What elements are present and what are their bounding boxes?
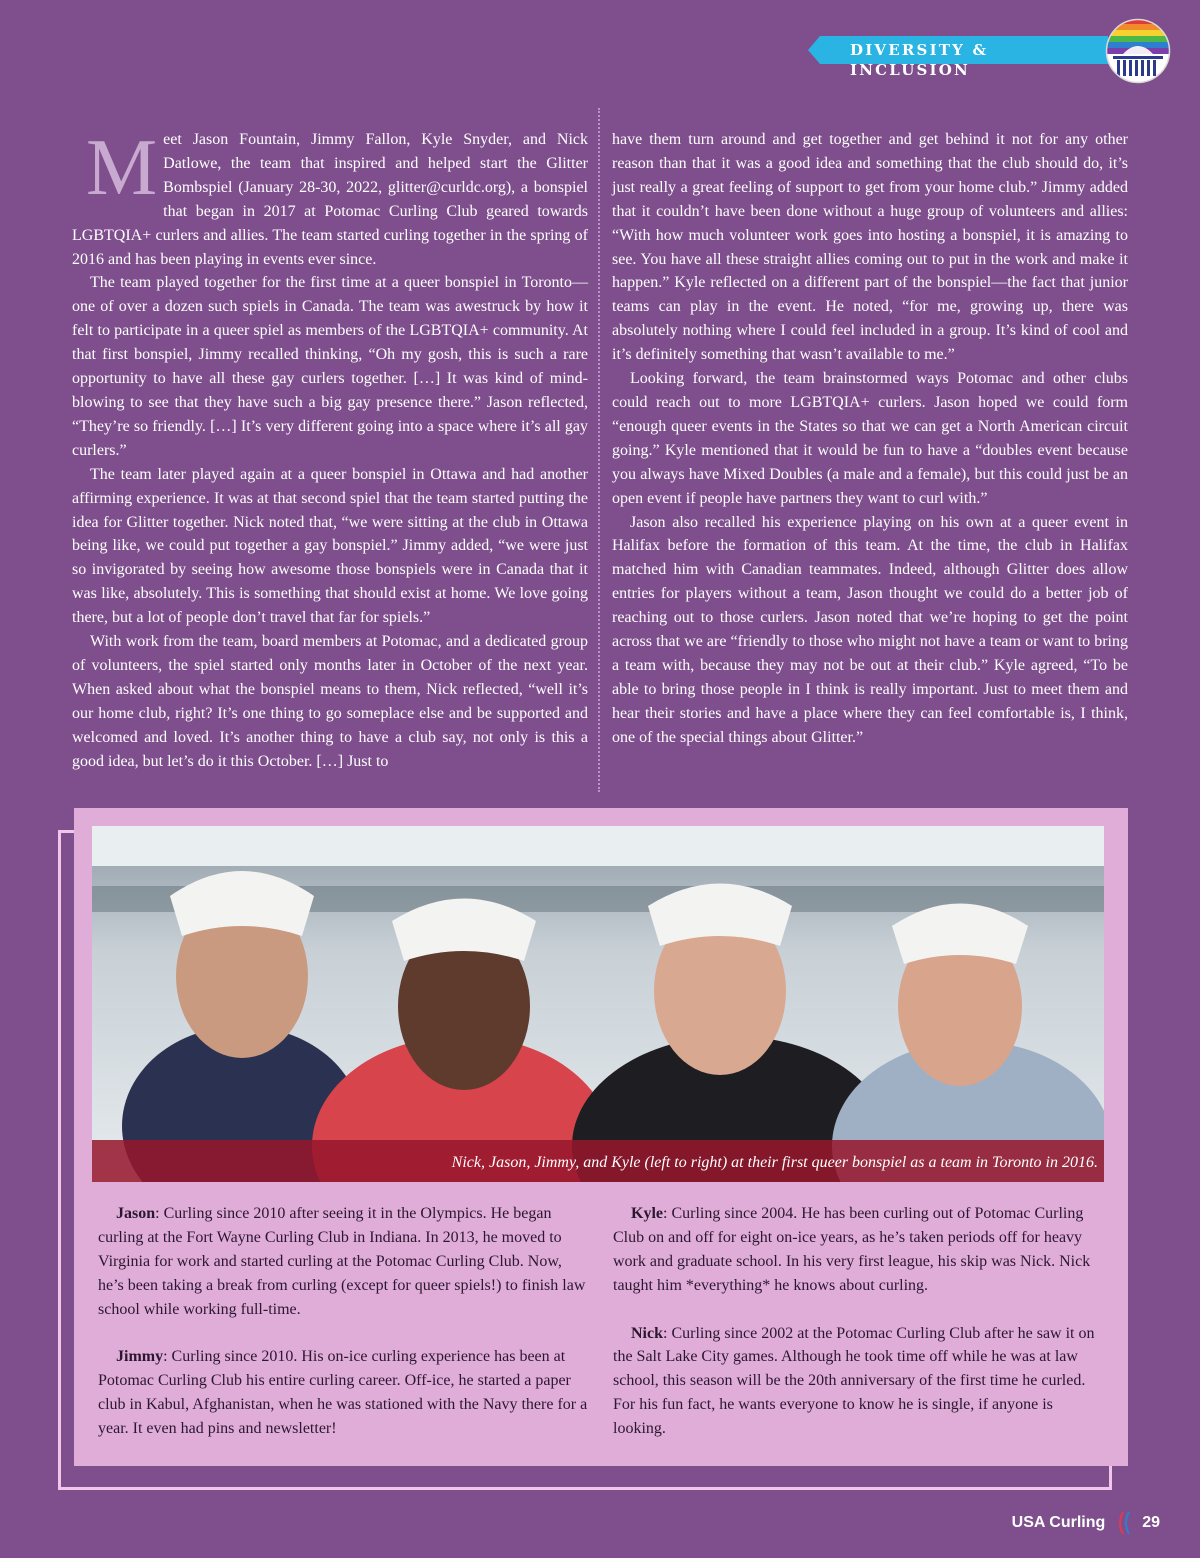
- double-bracket-icon: [1116, 1510, 1132, 1536]
- article-paragraph: Jason also recalled his experience playing on his own at a queer event in Halifax before the formation of this team. At the time, the club in Halifax matched him with Canadian teammates. Indeed, although Glitter does allow entries for players without a team, Jason thought we could do a better job of reaching out to those curlers. Jason noted that we’re hoping to get the point across that we are “friendly to those who might not have a team or want to bring a team with, because they may not be out at their club.” Kyle agreed, “To be able to bring those people in I think is really important. Just to meet them and hear their stories and have a place where they can feel comfortable is, I think, one of the special things about Glitter.”: [612, 513, 1128, 746]
- bio-jason: [98, 1202, 590, 1322]
- team-photo: [92, 826, 1104, 1182]
- page-footer: [1012, 1508, 1160, 1538]
- publication-name: USA Curling: [1011, 1514, 1106, 1531]
- bio-text: : Curling since 2002 at the Potomac Curling Club after he saw it on the Salt Lake City games. Although he took time off while he was at law school, this season will be the 20th anniversary of the first time he curled. For his fun fact, he wants everyone to know he is single, if anyone is looking.: [613, 1324, 1095, 1438]
- bio-name: Kyle: [631, 1205, 663, 1222]
- article-paragraph: eet Jason Fountain, Jimmy Fallon, Kyle Snyder, and Nick Datlowe, the team that inspired and helped start the Glitter Bombspiel (January 28-30, 2022, glitter@curldc.org), a bonspiel that began in 2017 at Potomac Curling Club geared towards LGBTQIA+ curlers and allies. The team started curling together in the spring of 2016 and has been playing in events ever since.: [72, 131, 588, 268]
- article-paragraph: With work from the team, board members at Potomac, and a dedicated group of volunteers, the spiel started only months later in October of the next year. When asked about what the bonspiel means to them, Nick reflected, “well it’s our home club, right? It’s one thing to go someplace else and be supported and welcomed and loved. It’s another thing to have a club say, not only is this a good idea, but let’s do it this October. […] Just to: [72, 633, 588, 770]
- article-paragraph: The team later played again at a queer bonspiel in Ottawa and had another affirming experience. It was at that second spiel that the team started putting the idea for Glitter together. Nick noted that, “we were sitting at the club in Ottawa being like, we could put together a gay bonspiel.” Jimmy added, “we were just so invigorated by seeing how awesome those bonspiels were in Canada that it was like, absolutely. This is something that should exist at home. We love going there, but a lot of people don’t travel that far for spiels.”: [72, 465, 588, 627]
- bio-name: Nick: [631, 1324, 663, 1342]
- rainbow-capitol-logo-icon: [1105, 18, 1171, 84]
- caption-bar: [92, 1140, 1104, 1182]
- bio-text: : Curling since 2004. He has been curling out of Potomac Curling Club on and off for eight on-ice years, as he’s taken periods off for heavy work and graduate school. In his very first league, his skip was Nick. Nick taught him *everything* he knows about curling.: [613, 1205, 1091, 1294]
- bio-name: Jimmy: [116, 1348, 164, 1366]
- article-right-column: [612, 128, 1128, 750]
- bio-jimmy: [98, 1345, 590, 1441]
- article-paragraph: have them turn around and get together and get behind it not for any other reason than that it was a good idea and something that the club should do, it’s just really a great feeling of support to get from your home club.” Jimmy added that it couldn’t have been done without a huge group of volunteers and allies: “With how much volunteer work goes into hosting a bonspiel, it is amazing to see. You have all these straight allies coming out to put in the work and make it happen.” Kyle reflected on a different part of the bonspiel—the fact that junior teams can play in the event. He noted, “for me, growing up, there was absolutely nothing where I could feel included in a group. It’s kind of cool and it’s definitely something that wasn’t available to me.”: [612, 131, 1128, 364]
- drop-cap: M: [86, 124, 158, 212]
- column-divider: [598, 108, 600, 792]
- page-number: 29: [1142, 1514, 1160, 1531]
- bio-kyle: [613, 1202, 1105, 1298]
- photo-caption: Nick, Jason, Jimmy, and Kyle (left to right) at their first queer bonspiel as a team in Toronto in 2016.: [451, 1154, 1098, 1171]
- bio-nick: [613, 1322, 1105, 1442]
- bios-right-column: [613, 1202, 1105, 1465]
- bios-left-column: [98, 1202, 590, 1465]
- article-left-column: [72, 124, 588, 773]
- article-paragraph: The team played together for the first time at a queer bonspiel in Toronto—one of over a dozen such spiels in Canada. The team was awestruck by how it felt to participate in a queer spiel as members of the LGBTQIA+ community. At that first bonspiel, Jimmy recalled thinking, “Oh my gosh, this is such a rare opportunity to have all these gay curlers together. […] It was kind of mind-blowing to see that they have such a big gay presence there.” Jason reflected, “They’re so friendly. […] It’s very different going into a space where it’s all gay curlers.”: [72, 274, 588, 459]
- bio-name: Jason: [116, 1205, 156, 1222]
- team-photo-illustration: [92, 826, 1104, 1182]
- bio-text: : Curling since 2010. His on-ice curling experience has been at Potomac Curling Club his entire curling career. Off-ice, he started a paper club in Kabul, Afghanistan, when he was stationed with the Navy there for a year. It even had pins and newsletter!: [98, 1348, 588, 1438]
- article-paragraph: Looking forward, the team brainstormed ways Potomac and other clubs could reach out to more LGBTQIA+ curlers. Jason hoped we could form “enough queer events in the States so that we can get a North American circuit going.” Kyle mentioned that it would be fun to have a “doubles event because you always have Mixed Doubles (a male and a female), but this could just be an open event if people have partners they want to curl with.”: [612, 370, 1128, 507]
- section-label: DIVERSITY & INCLUSION: [850, 41, 989, 79]
- bio-text: : Curling since 2010 after seeing it in the Olympics. He began curling at the Fort Wayne Curling Club in Indiana. In 2013, he moved to Virginia for work and started curling at the Potomac Curling Club. Now, he’s been taking a break from curling (except for queer spiels!) to finish law school while working full-time.: [98, 1205, 586, 1318]
